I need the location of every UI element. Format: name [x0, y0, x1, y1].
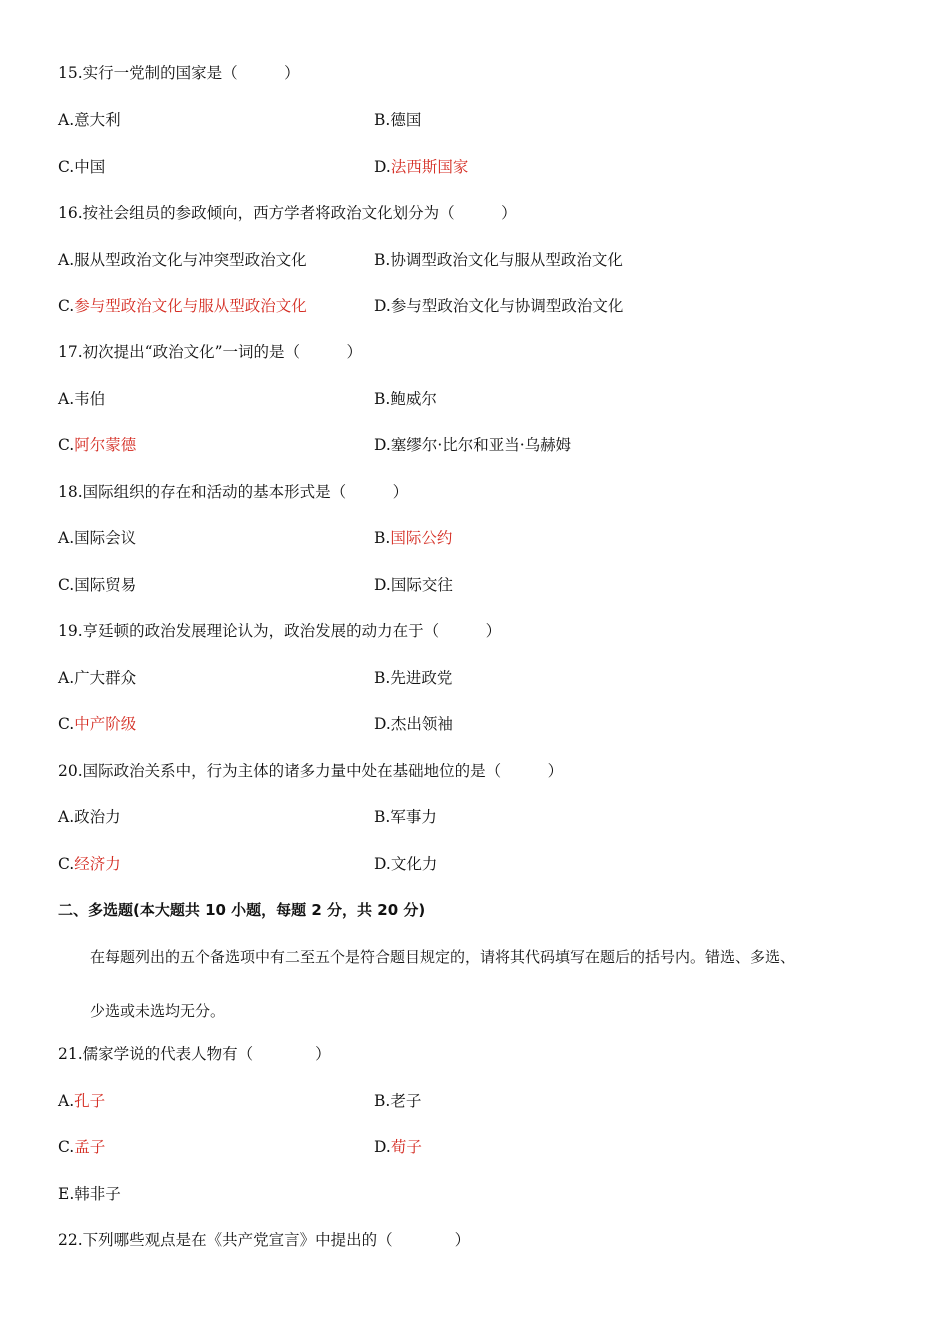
- section-2-title: 二、多选题(本大题共 10 小题，每题 2 分，共 20 分): [58, 901, 426, 919]
- option-19-c: C.中产阶级: [58, 715, 137, 733]
- option-18-a: A.国际会议: [58, 529, 137, 547]
- option-20-b: B.军事力: [374, 808, 437, 826]
- question-19-options-row-2: [58, 713, 898, 735]
- option-17-c: C.阿尔蒙德: [58, 436, 137, 454]
- question-16-stem: 16.按社会组员的参政倾向，西方学者将政治文化划分为（ ）: [58, 204, 517, 222]
- question-15-stem: 15.实行一党制的国家是（ ）: [58, 64, 300, 82]
- question-21-options-row-1: [58, 1090, 898, 1112]
- question-19-options-row-1: [58, 667, 898, 689]
- question-18-options-row-2: [58, 574, 898, 596]
- option-15-c: C.中国: [58, 158, 106, 176]
- question-18-stem: 18.国际组织的存在和活动的基本形式是（ ）: [58, 483, 409, 501]
- option-15-a: A.意大利: [58, 111, 121, 129]
- option-21-d: D.荀子: [374, 1138, 422, 1156]
- option-19-d: D.杰出领袖: [374, 715, 453, 733]
- option-20-c: C.经济力: [58, 855, 121, 873]
- question-21-options-row-3: [58, 1183, 898, 1205]
- option-15-d: D.法西斯国家: [374, 158, 469, 176]
- option-19-a: A.广大群众: [58, 669, 137, 687]
- question-20-options-row-1: [58, 806, 898, 828]
- question-22-stem: 22.下列哪些观点是在《共产党宣言》中提出的（ ）: [58, 1231, 471, 1249]
- question-19-stem: 19.亨廷顿的政治发展理论认为，政治发展的动力在于（ ）: [58, 622, 502, 640]
- section-2-instruction-line-2: 少选或未选均无分。: [90, 1002, 226, 1020]
- question-16-options-row-2: [58, 295, 898, 317]
- option-16-b: B.协调型政治文化与服从型政治文化: [374, 251, 623, 269]
- question-20-stem: 20.国际政治关系中，行为主体的诸多力量中处在基础地位的是（ ）: [58, 762, 564, 780]
- question-21-options-row-2: [58, 1136, 898, 1158]
- option-18-d: D.国际交往: [374, 576, 453, 594]
- question-17-options-row-2: [58, 434, 898, 456]
- option-20-a: A.政治力: [58, 808, 121, 826]
- option-16-a: A.服从型政治文化与冲突型政治文化: [58, 251, 307, 269]
- option-20-d: D.文化力: [374, 855, 438, 873]
- option-17-b: B.鲍威尔: [374, 390, 437, 408]
- question-20-options-row-2: [58, 853, 898, 875]
- question-21-stem: 21.儒家学说的代表人物有（ ）: [58, 1045, 331, 1063]
- option-15-b: B.德国: [374, 111, 422, 129]
- question-15-options-row-1: [58, 109, 898, 131]
- option-21-b: B.老子: [374, 1092, 422, 1110]
- option-19-b: B.先进政党: [374, 669, 453, 687]
- question-15-options-row-2: [58, 156, 898, 178]
- option-16-c: C.参与型政治文化与服从型政治文化: [58, 297, 307, 315]
- question-17-options-row-1: [58, 388, 898, 410]
- question-17-stem: 17.初次提出“政治文化”一词的是（ ）: [58, 343, 362, 361]
- question-18-options-row-1: [58, 527, 898, 549]
- option-21-a: A.孔子: [58, 1092, 106, 1110]
- option-18-c: C.国际贸易: [58, 576, 137, 594]
- question-16-options-row-1: [58, 249, 898, 271]
- option-18-b: B.国际公约: [374, 529, 453, 547]
- option-17-d: D.塞缪尔·比尔和亚当·乌赫姆: [374, 436, 572, 454]
- section-2-instruction-line-1: 在每题列出的五个备选项中有二至五个是符合题目规定的，请将其代码填写在题后的括号内。错选、多选、: [90, 948, 796, 966]
- option-16-d: D.参与型政治文化与协调型政治文化: [374, 297, 624, 315]
- option-21-e: E.韩非子: [58, 1185, 121, 1203]
- option-17-a: A.韦伯: [58, 390, 106, 408]
- option-21-c: C.孟子: [58, 1138, 106, 1156]
